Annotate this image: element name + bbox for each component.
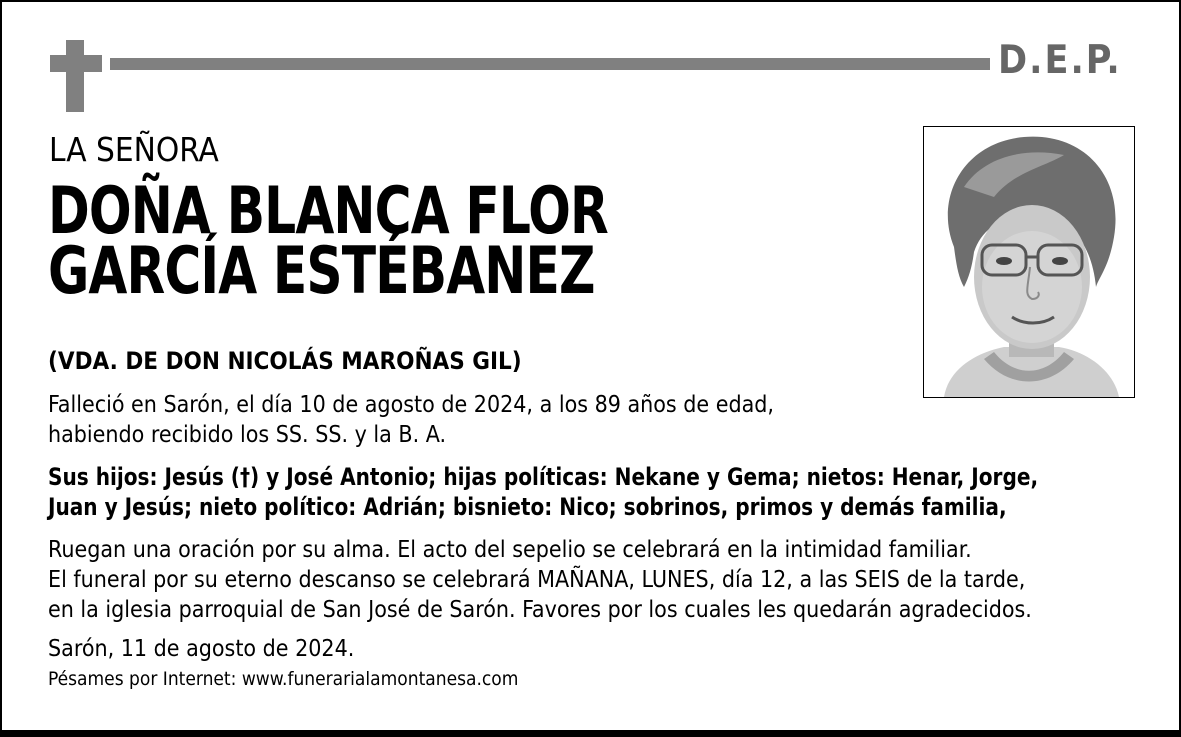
header-rule (110, 58, 990, 70)
widow-of: (VDA. DE DON NICOLÁS MAROÑAS GIL) (48, 347, 522, 375)
funeral-request (48, 535, 1032, 625)
request-line-2: El funeral por su eterno descanso se celebrará MAÑANA, LUNES, día 12, a las SEIS de la tarde, (48, 567, 1026, 593)
name-line-1: DOÑA BLANCA FLOR (48, 174, 608, 249)
condolences-link: Pésames por Internet: www.funerarialamontanesa.com (48, 668, 519, 690)
death-info-line-1: Falleció en Sarón, el día 10 de agosto de 2024, a los 89 años de edad, (48, 392, 774, 418)
death-info (48, 390, 774, 450)
portrait-photo (923, 126, 1135, 398)
title-prefix: LA SEÑORA (49, 130, 219, 169)
request-line-3: en la iglesia parroquial de San José de Sarón. Favores por los cuales les quedarán agradecidos. (48, 597, 1032, 623)
name-line-2: GARCÍA ESTÉBANEZ (48, 234, 595, 309)
death-info-line-2: habiendo recibido los SS. SS. y la B. A. (48, 422, 447, 448)
dep-label: D.E.P. (998, 38, 1122, 83)
family-list (48, 462, 1038, 522)
family-line-1: Sus hijos: Jesús (†) y José Antonio; hijas políticas: Nekane y Gema; nietos: Henar, Jorge, (48, 463, 1039, 491)
family-line-2: Juan y Jesús; nieto político: Adrián; bisnieto: Nico; sobrinos, primos y demás familia, (48, 493, 1007, 521)
deceased-name (48, 174, 608, 309)
place-date: Sarón, 11 de agosto de 2024. (48, 636, 355, 662)
request-line-1: Ruegan una oración por su alma. El acto del sepelio se celebrará en la intimidad familiar. (48, 537, 972, 563)
cross-icon (50, 40, 102, 112)
